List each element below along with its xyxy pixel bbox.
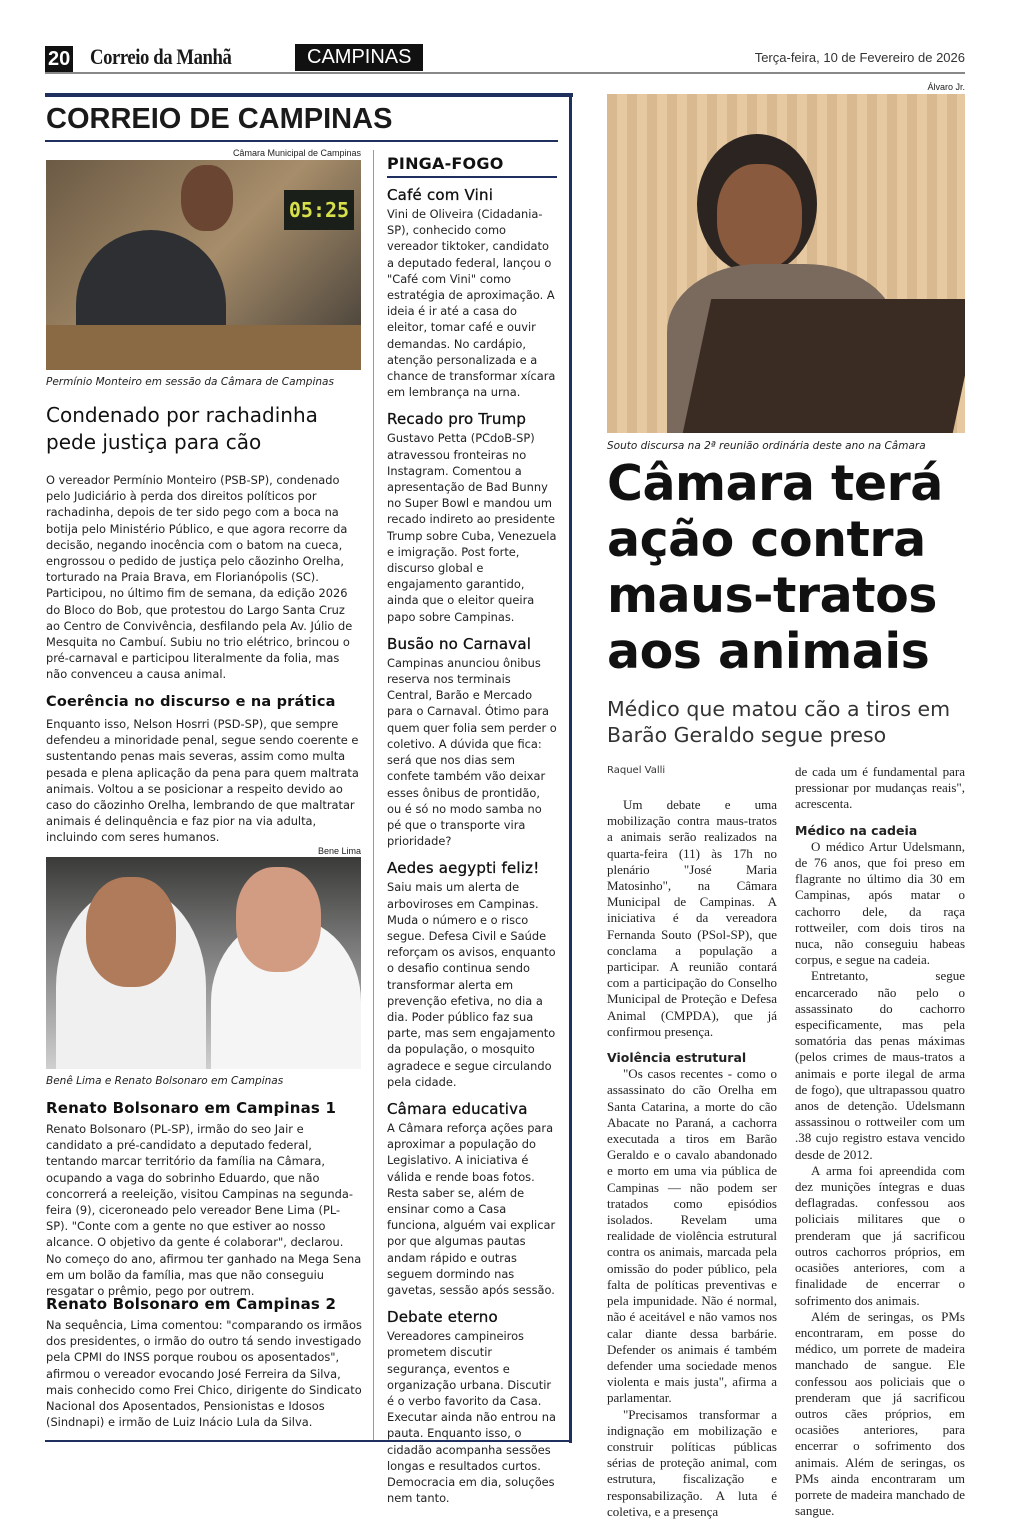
photo-souto (607, 94, 965, 433)
pinga-fogo-item (387, 1308, 557, 1506)
story-paragraph: de cada um é fundamental para pressionar por mudanças reais", acrescenta. (795, 764, 965, 812)
photo-credit: Câmara Municipal de Campinas (232, 148, 361, 158)
pinga-fogo-item-text: Vini de Oliveira (Cidadania-SP), conhecido como vereador tiktoker, candidato a deputado federal, lançou o "Café com Vini" como estratégia de aproximação. A ideia é ir até a casa do eleitor, tomar café e ouvir demandas. No cardápio, atenção personalizada e a chance de transformar xícara em lembrança na urna. (387, 207, 556, 400)
article-body: Na sequência, Lima comentou: "comparando os irmãos dos presidentes, o irmão do outro tá sendo investigado pela CPMI do INSS porque roubou os aposentados", afirmou o vereador evocando José Ferreira da Silva, mais conhecido como Frei Chico, dirigente do Sindicato Nacional dos Aposentados, Pensionistas e Idosos (Sindnapi) e irmão de Luiz Inácio Lula da Silva. (46, 1318, 362, 1430)
story-paragraph: "Os casos recentes - como o assassinato do cão Orelha em Santa Catarina, a morte do cão Abacate no Paraná, a cachorra executada a tiros em Barão Geraldo e o cavalo abandonado e morto em uma via pública de Campinas — não podem ser tratados como episódios isolados. Revelam uma realidade de violência estrutural contra os animais, marcada pela omissão do poder público, pela falta de políticas preventivas e pela impunidade. Não é normal, não é aceitável e não vamos nos calar diante dessa barbárie. Defender os animais é também defender uma sociedade menos violenta e mais justa", afirma a parlamentar. (607, 1066, 777, 1406)
pinga-fogo-item (387, 410, 557, 624)
photo-bene-renato (46, 857, 361, 1069)
pinga-fogo-item (387, 635, 557, 849)
column-frame-top (45, 93, 573, 97)
pinga-fogo-item-text: Campinas anunciou ônibus reserva nos terminais Central, Barão e Mercado para o Carnaval. Ótimo para quem quer folia sem perder o coletivo. A dúvida que fica: será que nos dias sem confete também vão deixar esses ônibus de prontidão, ou é só no modo samba no pé que o transporte vira prioridade? (387, 655, 557, 849)
pinga-fogo-item-title: Recado pro Trump (387, 410, 527, 429)
pinga-fogo-item-title: Debate eterno (387, 1308, 498, 1327)
story-column-1 (607, 797, 777, 1520)
story-paragraph: Além de seringas, os PMs encontraram, em posse do médico, um porrete de madeira manchado de sangue. Ele confessou aos policiais que o prenderam que já sacrificou outros cães próprios, em ocasiões anteriores, para encerrar o sofrimento dos animais. Além de seringas, os PMs ainda encontraram um porrete de madeira manchado de sangue. (795, 1308, 965, 1519)
masthead-logo: Correio da Manhã (90, 44, 232, 69)
column-title-rule (45, 140, 558, 142)
photo-credit: Álvaro Jr. (927, 82, 965, 92)
pinga-fogo-item-title: Café com Vini (387, 186, 494, 204)
photo-caption: Benê Lima e Renato Bolsonaro em Campinas (46, 1075, 284, 1087)
clock-display: 05:25 (284, 190, 354, 230)
article-body: Renato Bolsonaro (PL-SP), irmão do seo Jair e candidato a pré-candidato a deputado federal, tentando marcar território da família na Câmara, ocupando a vaga do sobrinho Eduardo, que não concorrerá a reeleição, visitou Campinas na segunda-feira (9), ciceroneado pelo vereador Bene Lima (PL-SP). "Conte com a gente no que estiver ao nosso alcance. O objetivo da gente é colaborar", declarou. No começo do ano, afirmou ter ganhado na Mega Sena em um bolão da família, mas que não conseguiu resgatar o prêmio, pego por outrem. (46, 1122, 362, 1299)
story-paragraph: O médico Artur Udelsmann, de 76 anos, que foi preso em flagrante no último dia 30 em Campinas, após matar o cachorro dele, da raça rottweiler, com dois tiros na nuca, não conseguiu habeas corpus, e segue na cadeia. (795, 838, 965, 968)
column-frame-right (569, 93, 572, 1443)
subheading: Coerência no discurso e na prática (46, 694, 336, 710)
subheading: Renato Bolsonaro em Campinas 1 (46, 1099, 337, 1117)
pinga-fogo-title: PINGA-FOGO (387, 150, 557, 178)
article-body: O vereador Permínio Monteiro (PSB-SP), condenado pelo Judiciário à perda dos direitos políticos por rachadinha, depois de ter sido pego com a boca na botija pelo Ministério Público, e que agora recorre da decisão, negando inocência com o batom na cueca, engrossou o pedido de justiça pelo cãozinho Orelha, torturado na Praia Brava, em Florianópolis (SC). Participou, no último fim de semana, da edição 2026 do Bloco do Bob, que protestou do Largo Santa Cruz ao Centro de Convivência, desfilando pela Av. Júlio de Mesquita no Cambuí. Subiu no trio elétrico, brincou o pré-carnaval e participou literalmente da folia, mas não convenceu a causa animal. (46, 473, 353, 682)
header-rule (45, 72, 965, 74)
byline: Raquel Valli (607, 765, 666, 776)
story-paragraph: "Precisamos transformar a indignação em mobilização e construir políticas públicas sérias de proteção animal, com estrutura, fiscalização e responsabilização. A luta é coletiva, e a presença (607, 1406, 777, 1519)
pinga-fogo-item (387, 186, 557, 400)
photo-credit: Bene Lima (317, 846, 361, 856)
photo-perminio (46, 160, 361, 370)
column-divider (373, 150, 374, 1440)
pinga-fogo (387, 150, 557, 1506)
pinga-fogo-item-text: Gustavo Petta (PCdoB-SP) atravessou fronteiras no Instagram. Comentou a apresentação de Bad Bunny no Super Bowl e mandou um recado indireto ao presidente Trump sobre Cuba, Venezuela e imigração. Post forte, discurso global e engajamento garantido, ainda que o eleitor queira papo sobre Campinas. (387, 431, 557, 624)
page-number: 20 (45, 46, 73, 72)
story-paragraph: Entretanto, segue encarcerado não pelo o assassinato do cachorro especificamente, mas pela somatória das penas máximas (pelos crimes de maus-tratos a animais e porte ilegal de arma de fogo), que ultrapassou quatro anos de detenção. Udelsmann assassinou o rottweiler com um .38 cujo registro estava vencido desde de 2012. (795, 968, 965, 1162)
main-headline: Câmara terá ação contra maus-tratos aos animais (607, 455, 943, 680)
pinga-fogo-item-text: Vereadores campineiros prometem discutir segurança, eventos e organização urbana. Discutir é o verbo favorito da Casa. Executar ainda não entrou na pauta. Enquanto isso, o cidadão acompanha sessões longas e resultados curtos. Democracia em dia, soluções nem tanto. (387, 1329, 556, 1506)
story-subheading: Médico na cadeia (795, 822, 918, 838)
pinga-fogo-item-title: Aedes aegypti feliz! (387, 859, 540, 878)
story-paragraph: A arma foi apreendida com dez munições íntegras e duas deflagradas. confessou aos policiais militares que o prenderam que já sacrificou outros cachorros próprios, em ocasiões anteriores, com a finalidade de encerrar o sofrimento dos animais. (795, 1162, 965, 1308)
pinga-fogo-item-text: Saiu mais um alerta de arboviroses em Campinas. Muda o número e o risco segue. Defesa Civil e Saúde reforçam os avisos, enquanto o desafio continua sendo transformar alerta em prevenção efetiva, no dia a dia. Poder público faz sua parte, mas sem engajamento da população, o mosquito agradece e segue circulando pela cidade. (387, 880, 556, 1089)
pinga-fogo-item (387, 859, 557, 1090)
subheadline: Médico que matou cão a tiros em Barão Geraldo segue preso (607, 697, 951, 747)
pinga-fogo-item-text: A Câmara reforça ações para aproximar a população do Legislativo. A iniciativa é válida e rende boas fotos. Resta saber se, além de ensinar como a Casa funciona, alguém vai explicar por que algumas pautas andam rápido e outras seguem dormindo nas gavetas, sessão após sessão. (387, 1120, 556, 1297)
issue-date: Terça-feira, 10 de Fevereiro de 2026 (754, 50, 965, 65)
section-label: CAMPINAS (295, 44, 423, 71)
article-body: Enquanto isso, Nelson Hosrri (PSD-SP), que sempre defendeu a minoridade penal, segue sendo coerente e sustentando penas mais severas, assim como multa pesada e plena aplicação da pena para quem maltrata animais. Voltou a se posicionar a respeito devido ao caso do cãozinho Orelha, lembrando de que maltratar animais é delinquência e faz pior na via adulta, incluindo com seres humanos. (46, 717, 359, 845)
headline: Condenado por rachadinha pede justiça para cão (46, 403, 318, 454)
story-column-2 (795, 764, 965, 1519)
pinga-fogo-item-title: Câmara educativa (387, 1099, 528, 1118)
pinga-fogo-item-title: Busão no Carnaval (387, 634, 532, 653)
story-paragraph: Um debate e uma mobilização contra maus-tratos a animais serão realizados na quarta-feira (11) às 17h no plenário "José Maria Matosinho", na Câmara Municipal de Campinas. A iniciativa é da vereadora Fernanda Souto (PSol-SP), que conclama a população a participar. A reunião contará com a participação do Conselho Municipal de Proteção e Defesa Animal (CMPDA), que já confirmou presença. (607, 797, 777, 1039)
story-subheading: Violência estrutural (607, 1050, 747, 1066)
photo-caption: Souto discursa na 2ª reunião ordinária deste ano na Câmara (607, 440, 926, 452)
column-title: CORREIO DE CAMPINAS (46, 103, 393, 135)
subheading: Renato Bolsonaro em Campinas 2 (46, 1295, 337, 1313)
photo-caption: Permínio Monteiro em sessão da Câmara de Campinas (46, 376, 334, 388)
pinga-fogo-item (387, 1100, 557, 1298)
